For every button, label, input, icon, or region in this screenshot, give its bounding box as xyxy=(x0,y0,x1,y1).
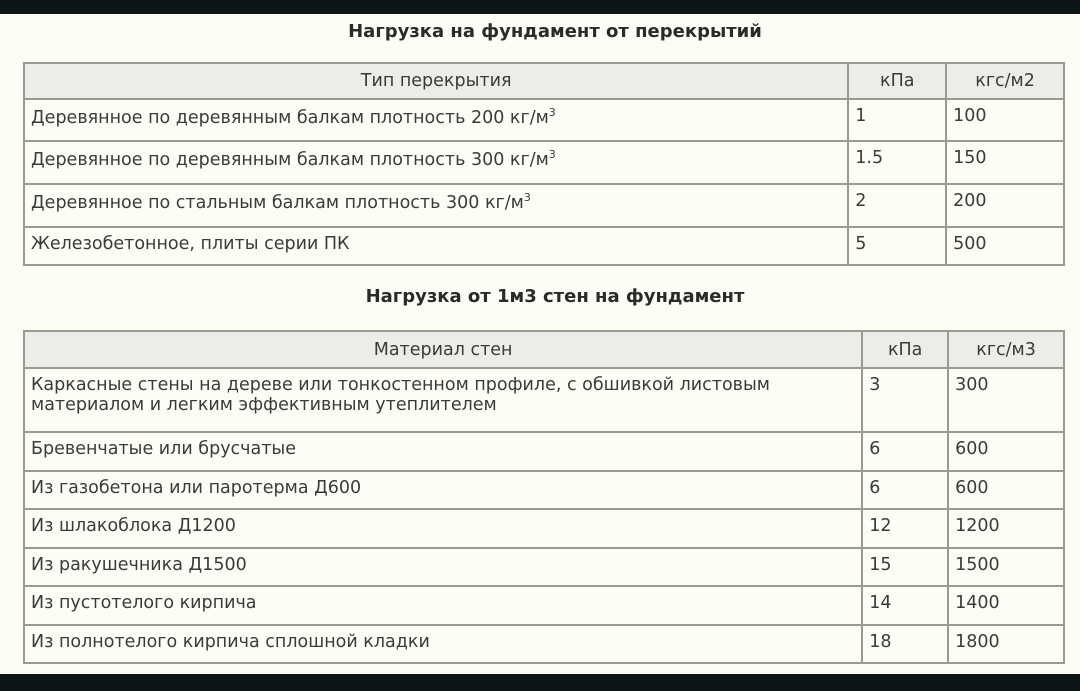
cell-kgs: 500 xyxy=(946,227,1064,265)
floor-load-table xyxy=(23,62,1065,266)
cell-type: Из ракушечника Д1500 xyxy=(24,548,862,586)
table-row xyxy=(24,99,1064,141)
table-row xyxy=(24,141,1064,184)
cell-type: Из полнотелого кирпича сплошной кладки xyxy=(24,625,862,663)
cell-type: Железобетонное, плиты серии ПК xyxy=(24,227,848,265)
cell-kpa: 5 xyxy=(848,227,946,265)
col-header-kgs: кгс/м3 xyxy=(948,331,1064,368)
cell-kgs: 150 xyxy=(946,141,1064,184)
cell-kpa: 6 xyxy=(862,432,948,471)
cell-type: Из газобетона или паротерма Д600 xyxy=(24,471,862,509)
document-page xyxy=(0,14,1080,674)
cell-kpa: 14 xyxy=(862,586,948,625)
cell-kpa: 18 xyxy=(862,625,948,663)
table1-caption: Нагрузка на фундамент от перекрытий xyxy=(348,21,762,42)
col-header-kgs: кгс/м2 xyxy=(946,63,1064,99)
cell-type: Деревянное по деревянным балкам плотность 300 $кг/м^3$ xyxy=(24,141,848,184)
cell-kpa: 1 xyxy=(848,99,946,141)
cell-kpa: 6 xyxy=(862,471,948,509)
wall-load-table xyxy=(23,330,1065,664)
table-row xyxy=(24,548,1064,586)
col-header-type: Тип перекрытия xyxy=(24,63,848,99)
cell-kgs: 600 xyxy=(948,471,1064,509)
col-header-kpa: кПа xyxy=(848,63,946,99)
table-row xyxy=(24,509,1064,548)
cell-kpa: 2 xyxy=(848,184,946,227)
table-row xyxy=(24,586,1064,625)
cell-kpa: 12 xyxy=(862,509,948,548)
table-row xyxy=(24,368,1064,432)
table-row xyxy=(24,184,1064,227)
cell-kgs: 300 xyxy=(948,368,1064,432)
cell-kgs: 200 xyxy=(946,184,1064,227)
cell-type: Из пустотелого кирпича xyxy=(24,586,862,625)
cell-kpa: 3 xyxy=(862,368,948,432)
cell-kpa: 15 xyxy=(862,548,948,586)
cell-kgs: 100 xyxy=(946,99,1064,141)
table-row xyxy=(24,625,1064,663)
cell-kpa: 1.5 xyxy=(848,141,946,184)
cell-type: Бревенчатые или брусчатые xyxy=(24,432,862,471)
cell-type: Из шлакоблока Д1200 xyxy=(24,509,862,548)
table-row xyxy=(24,432,1064,471)
col-header-material: Материал стен xyxy=(24,331,862,368)
cell-type: Каркасные стены на дереве или тонкостенном профиле, с обшивкой листовым материалом и легким эффективным утеплителем xyxy=(24,368,862,432)
table-row xyxy=(24,227,1064,265)
table-row xyxy=(24,471,1064,509)
cell-kgs: 1200 xyxy=(948,509,1064,548)
cell-kgs: 1400 xyxy=(948,586,1064,625)
table2-caption: Нагрузка от 1м3 стен на фундамент xyxy=(365,286,745,307)
cell-kgs: 600 xyxy=(948,432,1064,471)
cell-type: Деревянное по стальным балкам плотность 300 $кг/м^3$ xyxy=(24,184,848,227)
cell-type: Деревянное по деревянным балкам плотность 200 $кг/м^3$ xyxy=(24,99,848,141)
col-header-kpa: кПа xyxy=(862,331,948,368)
cell-kgs: 1800 xyxy=(948,625,1064,663)
cell-kgs: 1500 xyxy=(948,548,1064,586)
